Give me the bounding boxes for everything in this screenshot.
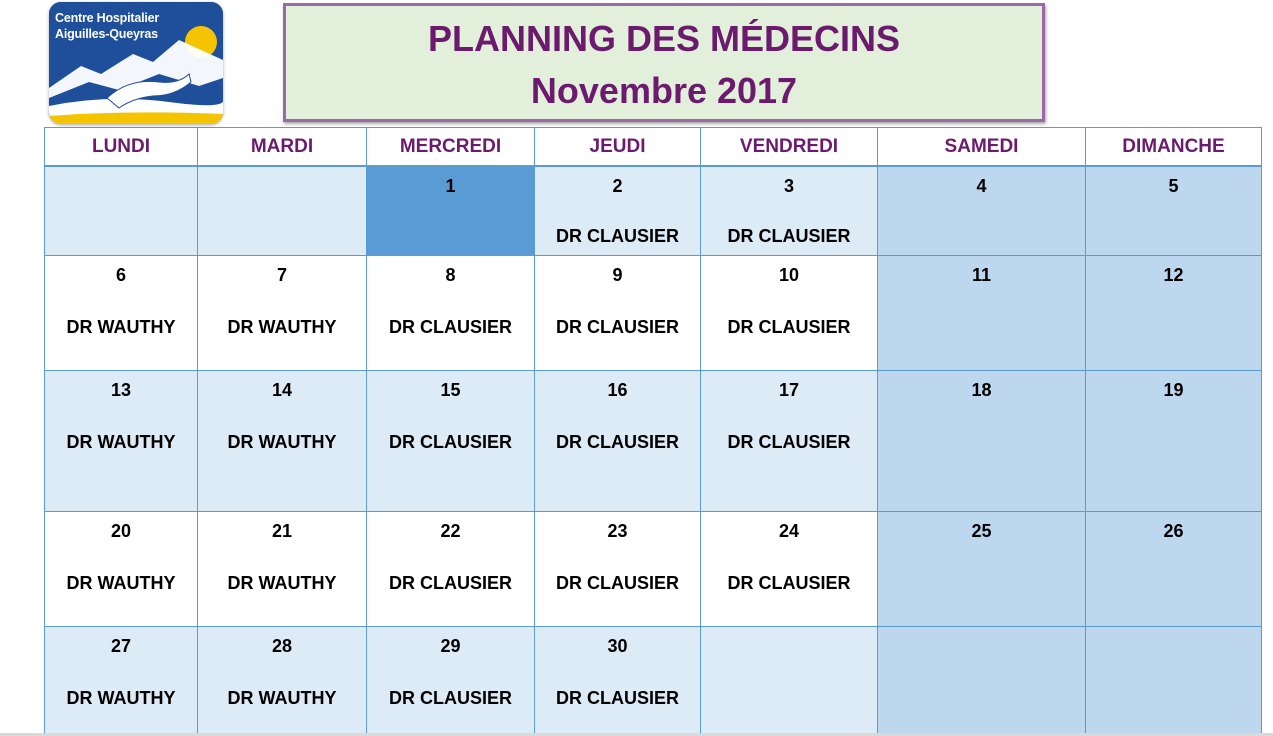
calendar-day-cell bbox=[367, 256, 535, 371]
day-number: 16 bbox=[607, 380, 628, 400]
day-number: 10 bbox=[778, 265, 800, 285]
hospital-logo bbox=[49, 2, 223, 124]
calendar-day-cell bbox=[198, 371, 367, 512]
weekday-header-row bbox=[45, 128, 1262, 167]
calendar-day-cell bbox=[45, 512, 198, 627]
day-number: 2 bbox=[612, 176, 623, 196]
doctor-name: DR CLAUSIER bbox=[727, 432, 851, 452]
doctor-name: DR CLAUSIER bbox=[727, 226, 851, 246]
calendar-day-cell bbox=[701, 166, 878, 256]
title-banner bbox=[283, 3, 1045, 122]
day-number: 19 bbox=[1163, 380, 1184, 400]
doctor-name: DR CLAUSIER bbox=[727, 573, 851, 593]
calendar-day-cell bbox=[878, 512, 1086, 627]
calendar-day-cell bbox=[1086, 512, 1262, 627]
page-subtitle-month: Novembre 2017 bbox=[530, 70, 798, 111]
weekday-header: LUNDI bbox=[45, 128, 198, 167]
weekday-header: MARDI bbox=[198, 128, 367, 167]
doctor-name: DR WAUTHY bbox=[227, 688, 337, 708]
calendar-day-cell bbox=[535, 256, 701, 371]
calendar-day-cell bbox=[45, 166, 198, 256]
day-number: 22 bbox=[440, 521, 461, 541]
calendar-day-cell bbox=[701, 627, 878, 736]
calendar-day-cell bbox=[535, 371, 701, 512]
doctor-name: DR WAUTHY bbox=[227, 573, 337, 593]
day-number: 11 bbox=[971, 265, 992, 285]
doctor-name: DR CLAUSIER bbox=[555, 688, 679, 708]
doctor-name: DR CLAUSIER bbox=[727, 317, 851, 337]
day-number: 6 bbox=[115, 265, 126, 285]
calendar-day-cell bbox=[45, 627, 198, 736]
day-number: 28 bbox=[271, 636, 293, 656]
doctor-name: DR WAUTHY bbox=[66, 573, 176, 593]
day-number: 29 bbox=[440, 636, 461, 656]
day-number: 13 bbox=[110, 380, 132, 400]
calendar-day-cell bbox=[535, 627, 701, 736]
day-number: 21 bbox=[271, 521, 293, 541]
calendar-day-cell bbox=[45, 256, 198, 371]
calendar-day-cell bbox=[45, 371, 198, 512]
doctor-name: DR WAUTHY bbox=[227, 317, 337, 337]
day-number: 3 bbox=[783, 176, 794, 196]
calendar-day-cell bbox=[1086, 256, 1262, 371]
calendar-day-cell bbox=[701, 512, 878, 627]
day-number: 4 bbox=[976, 176, 987, 196]
calendar-day-cell bbox=[1086, 627, 1262, 736]
day-number: 18 bbox=[971, 380, 992, 400]
calendar-day-cell bbox=[878, 627, 1086, 736]
day-number: 12 bbox=[1163, 265, 1184, 285]
doctor-name: DR WAUTHY bbox=[66, 688, 176, 708]
day-number: 1 bbox=[445, 176, 456, 196]
day-number: 26 bbox=[1163, 521, 1184, 541]
calendar-day-cell bbox=[198, 166, 367, 256]
doctor-name: DR CLAUSIER bbox=[388, 317, 512, 337]
calendar-week-row bbox=[45, 371, 1262, 512]
day-number: 15 bbox=[440, 380, 461, 400]
calendar-day-cell bbox=[878, 371, 1086, 512]
weekday-header: VENDREDI bbox=[701, 128, 878, 167]
weekday-header: MERCREDI bbox=[367, 128, 535, 167]
doctor-name: DR CLAUSIER bbox=[388, 573, 512, 593]
calendar-grid bbox=[44, 127, 1262, 736]
day-number: 27 bbox=[110, 636, 132, 656]
logo-line-1: Centre Hospitalier bbox=[55, 11, 160, 25]
calendar-day-cell bbox=[701, 256, 878, 371]
calendar-week-row bbox=[45, 256, 1262, 371]
calendar-day-cell bbox=[1086, 166, 1262, 256]
doctor-name: DR WAUTHY bbox=[227, 432, 337, 452]
weekday-header: DIMANCHE bbox=[1086, 128, 1262, 167]
doctor-name: DR CLAUSIER bbox=[388, 432, 512, 452]
calendar-week-row bbox=[45, 166, 1262, 256]
day-number: 8 bbox=[445, 265, 456, 285]
page-title: PLANNING DES MÉDECINS bbox=[427, 18, 901, 59]
day-number: 23 bbox=[607, 521, 628, 541]
calendar-day-cell bbox=[367, 512, 535, 627]
day-number: 20 bbox=[110, 521, 132, 541]
doctor-name: DR CLAUSIER bbox=[555, 432, 679, 452]
calendar-day-cell bbox=[701, 371, 878, 512]
day-number: 14 bbox=[271, 380, 293, 400]
day-number: 25 bbox=[971, 521, 992, 541]
day-number: 7 bbox=[276, 265, 287, 285]
calendar-day-cell bbox=[1086, 371, 1262, 512]
calendar-week-row bbox=[45, 512, 1262, 627]
calendar-day-cell bbox=[367, 627, 535, 736]
calendar-day-cell bbox=[198, 512, 367, 627]
calendar-day-cell bbox=[367, 166, 535, 256]
doctor-name: DR CLAUSIER bbox=[555, 317, 679, 337]
calendar-week-row bbox=[45, 627, 1262, 736]
logo-line-2: Aiguilles-Queyras bbox=[55, 27, 158, 41]
day-number: 17 bbox=[778, 380, 800, 400]
calendar-day-cell bbox=[198, 627, 367, 736]
doctor-name: DR WAUTHY bbox=[66, 432, 176, 452]
doctor-name: DR CLAUSIER bbox=[388, 688, 512, 708]
day-number: 9 bbox=[612, 265, 623, 285]
calendar-day-cell bbox=[878, 256, 1086, 371]
doctor-name: DR CLAUSIER bbox=[555, 226, 679, 246]
weekday-header: SAMEDI bbox=[878, 128, 1086, 167]
calendar-day-cell bbox=[198, 256, 367, 371]
day-number: 30 bbox=[607, 636, 628, 656]
doctor-name: DR WAUTHY bbox=[66, 317, 176, 337]
weekday-header: JEUDI bbox=[535, 128, 701, 167]
calendar-day-cell bbox=[367, 371, 535, 512]
calendar-day-cell bbox=[878, 166, 1086, 256]
calendar-day-cell bbox=[535, 166, 701, 256]
day-number: 24 bbox=[778, 521, 800, 541]
calendar-day-cell bbox=[535, 512, 701, 627]
doctor-name: DR CLAUSIER bbox=[555, 573, 679, 593]
day-number: 5 bbox=[1168, 176, 1179, 196]
